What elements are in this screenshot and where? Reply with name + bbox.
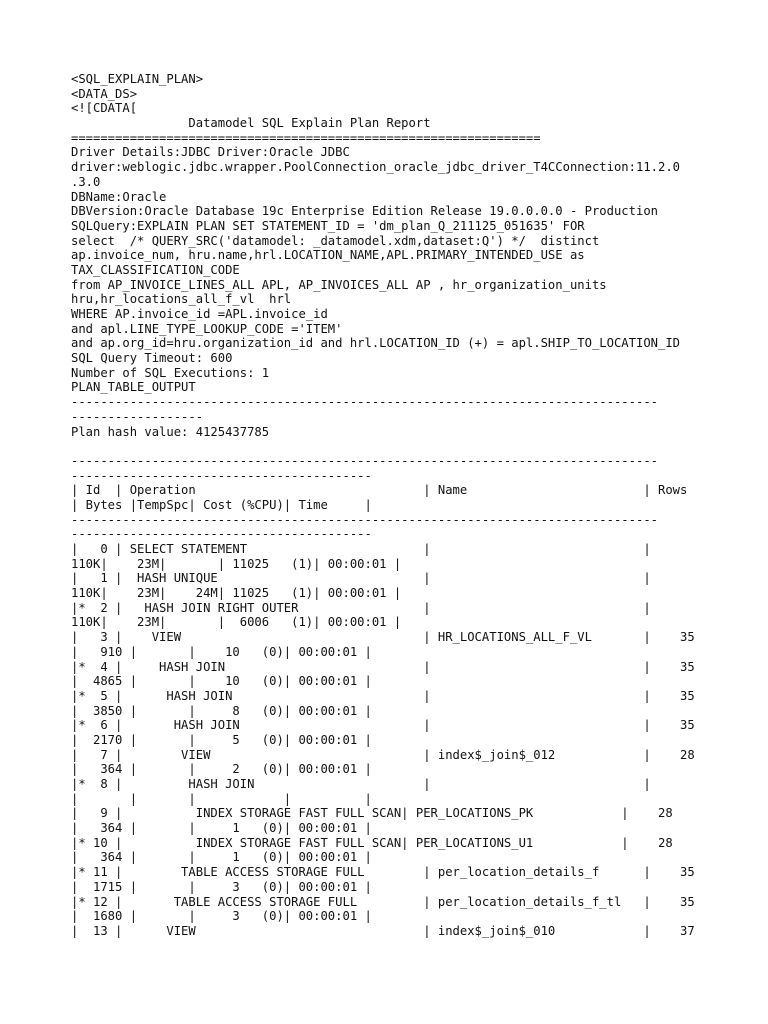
plan-table-row: |* 8 | HASH JOIN | | [71, 777, 651, 791]
report-line: Number of SQL Executions: 1 [71, 365, 270, 380]
report-line: and ap.org_id=hru.organization_id and hrl.LOCATION_ID (+) = apl.SHIP_TO_LOCATION_ID [71, 336, 681, 351]
report-line: SQL Query Timeout: 600 [71, 351, 233, 366]
plan-table-row: | 1715 | | 3 (0)| 00:00:01 | [71, 879, 372, 894]
report-line: -------------------------------------------------------------------------------- [71, 512, 658, 527]
report-line: <DATA_DS> [71, 86, 138, 101]
plan-table-row: | 3850 | | 8 (0)| 00:00:01 | [71, 703, 372, 718]
plan-table-row: | 9 | INDEX STORAGE FAST FULL SCAN| PER_LOCATIONS_PK | 28 [71, 806, 673, 821]
report-line: DBVersion:Oracle Database 19c Enterprise Edition Release 19.0.0.0.0 - Production [71, 204, 658, 219]
report-line: <SQL_EXPLAIN_PLAN> [71, 72, 204, 86]
plan-table-header: | Bytes |TempSpc| Cost (%CPU)| Time | [71, 497, 372, 512]
plan-table-row: | 0 | SELECT STATEMENT | | [71, 542, 651, 556]
report-line: driver:weblogic.jdbc.wrapper.PoolConnection_oracle_jdbc_driver_T4CConnection:11.2.0 [71, 160, 681, 175]
report-line: -------------------------------------------------------------------------------- [71, 395, 658, 410]
plan-table-row: 110K| 23M| | 11025 (1)| 00:00:01 | [71, 556, 402, 571]
plan-table-row: |* 10 | INDEX STORAGE FAST FULL SCAN| PER_LOCATIONS_U1 | 28 [71, 835, 673, 850]
plan-table-row: |* 12 | TABLE ACCESS STORAGE FULL | per_location_details_f_tl | 35 [71, 894, 695, 909]
plan-table-row: |* 2 | HASH JOIN RIGHT OUTER | | [71, 600, 651, 615]
plan-table-row: | 13 | VIEW | index$_join$_010 | 37 [71, 923, 695, 938]
report-line: ------------------ [71, 409, 204, 424]
report-line: and apl.LINE_TYPE_LOOKUP_CODE ='ITEM' [71, 321, 343, 336]
plan-table-row: | 3 | VIEW | HR_LOCATIONS_ALL_F_VL | 35 [71, 630, 695, 645]
report-line: Driver Details:JDBC Driver:Oracle JDBC [71, 145, 350, 160]
plan-table-header: | Id | Operation | Name | Rows [71, 483, 688, 498]
report-line: SQLQuery:EXPLAIN PLAN SET STATEMENT_ID = 'dm_plan_Q_211125_051635' FOR [71, 218, 585, 233]
report-line: DBName:Oracle [71, 189, 167, 204]
report-line: ----------------------------------------- [71, 527, 372, 542]
report-line: -------------------------------------------------------------------------------- [71, 453, 658, 468]
report-line: hru,hr_locations_all_f_vl hrl [71, 292, 292, 307]
plan-table-row: | 364 | | 1 (0)| 00:00:01 | [71, 821, 372, 836]
plan-table-row: | 910 | | 10 (0)| 00:00:01 | [71, 644, 372, 659]
plan-table-row: |* 5 | HASH JOIN | | 35 [71, 688, 695, 703]
plan-table-row: |* 6 | HASH JOIN | | 35 [71, 718, 695, 733]
plan-table-row: |* 4 | HASH JOIN | | 35 [71, 659, 695, 674]
plan-table-row: 110K| 23M| 24M| 11025 (1)| 00:00:01 | [71, 586, 402, 601]
report-line: Plan hash value: 4125437785 [71, 424, 270, 439]
report-line: ----------------------------------------- [71, 468, 372, 483]
explain-plan-report [71, 72, 711, 939]
report-line: PLAN_TABLE_OUTPUT [71, 380, 196, 395]
plan-table-row: 110K| 23M| | 6006 (1)| 00:00:01 | [71, 615, 402, 630]
plan-table-row: | 2170 | | 5 (0)| 00:00:01 | [71, 732, 372, 747]
report-line: .3.0 [71, 174, 101, 189]
report-line: ap.invoice_num, hru.name,hrl.LOCATION_NAME,APL.PRIMARY_INTENDED_USE as [71, 248, 585, 263]
report-line: WHERE AP.invoice_id =APL.invoice_id [71, 307, 328, 321]
plan-table-row: |* 11 | TABLE ACCESS STORAGE FULL | per_location_details_f | 35 [71, 865, 695, 880]
plan-table-row: | 1 | HASH UNIQUE | | [71, 571, 651, 586]
report-line: ================================================================ [71, 130, 541, 145]
report-line: TAX_CLASSIFICATION_CODE [71, 262, 240, 277]
plan-table-row: | 1680 | | 3 (0)| 00:00:01 | [71, 909, 372, 924]
report-line: <![CDATA[ [71, 101, 138, 116]
report-line: from AP_INVOICE_LINES_ALL APL, AP_INVOICES_ALL AP , hr_organization_units [71, 277, 607, 292]
report-line: select /* QUERY_SRC('datamodel: _datamodel.xdm,dataset:Q') */ distinct [71, 233, 600, 248]
plan-table-row: | 364 | | 2 (0)| 00:00:01 | [71, 762, 372, 777]
report-line [71, 439, 711, 454]
plan-table-row: | 364 | | 1 (0)| 00:00:01 | [71, 850, 372, 865]
report-title: Datamodel SQL Explain Plan Report [71, 116, 431, 131]
plan-table-row: | 4865 | | 10 (0)| 00:00:01 | [71, 674, 372, 689]
plan-table-row: | 7 | VIEW | index$_join$_012 | 28 [71, 747, 695, 762]
plan-table-row: | | | | | [71, 791, 372, 806]
